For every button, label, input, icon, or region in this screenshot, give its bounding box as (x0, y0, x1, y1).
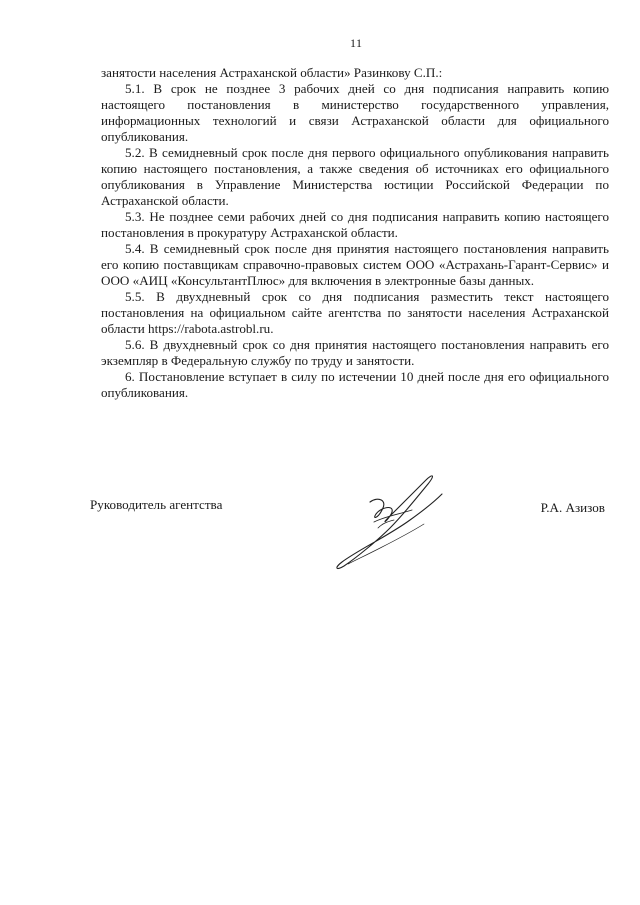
page-number: 11 (350, 36, 363, 50)
signer-title: Руководитель агентства (90, 497, 223, 512)
paragraph-5-4: 5.4. В семидневный срок после дня принятия настоящего постановления направить его копию поставщикам справочно-правовых систем ООО «Астрахань-Гарант-Сервис» и ООО «АИЦ «КонсультантПлюс» для включения в электронные базы данных. (101, 241, 609, 288)
paragraph-5-5: 5.5. В двухдневный срок со дня подписания разместить текст настоящего постановления на официальном сайте агентства по занятости населения Астраханской области https://rabota.astrobl.ru. (101, 289, 609, 336)
document-body (101, 65, 609, 401)
paragraph-5-6: 5.6. В двухдневный срок со дня принятия настоящего постановления направить его экземпляр в Федеральную службу по труду и занятости. (101, 337, 609, 368)
paragraph-5-1: 5.1. В срок не позднее 3 рабочих дней со дня подписания направить копию настоящего постановления в министерство государственного управления, информационных технологий и связи Астраханской области для официального опубликования. (101, 81, 609, 144)
paragraph-5-2: 5.2. В семидневный срок после дня первого официального опубликования направить копию настоящего постановления, а также сведения об источниках его официального опубликования в Управление Министерства юстиции Российской Федерации по Астраханской области. (101, 145, 609, 208)
paragraph-5-3: 5.3. Не позднее семи рабочих дней со дня подписания направить копию настоящего постановления в прокуратуру Астраханской области. (101, 209, 609, 240)
signer-name: Р.А. Азизов (540, 500, 605, 515)
handwritten-signature (328, 470, 463, 580)
paragraph-6: 6. Постановление вступает в силу по истечении 10 дней после дня его официального опубликования. (101, 369, 609, 400)
paragraph-continuation: занятости населения Астраханской области» Разинкову С.П.: (101, 65, 443, 80)
